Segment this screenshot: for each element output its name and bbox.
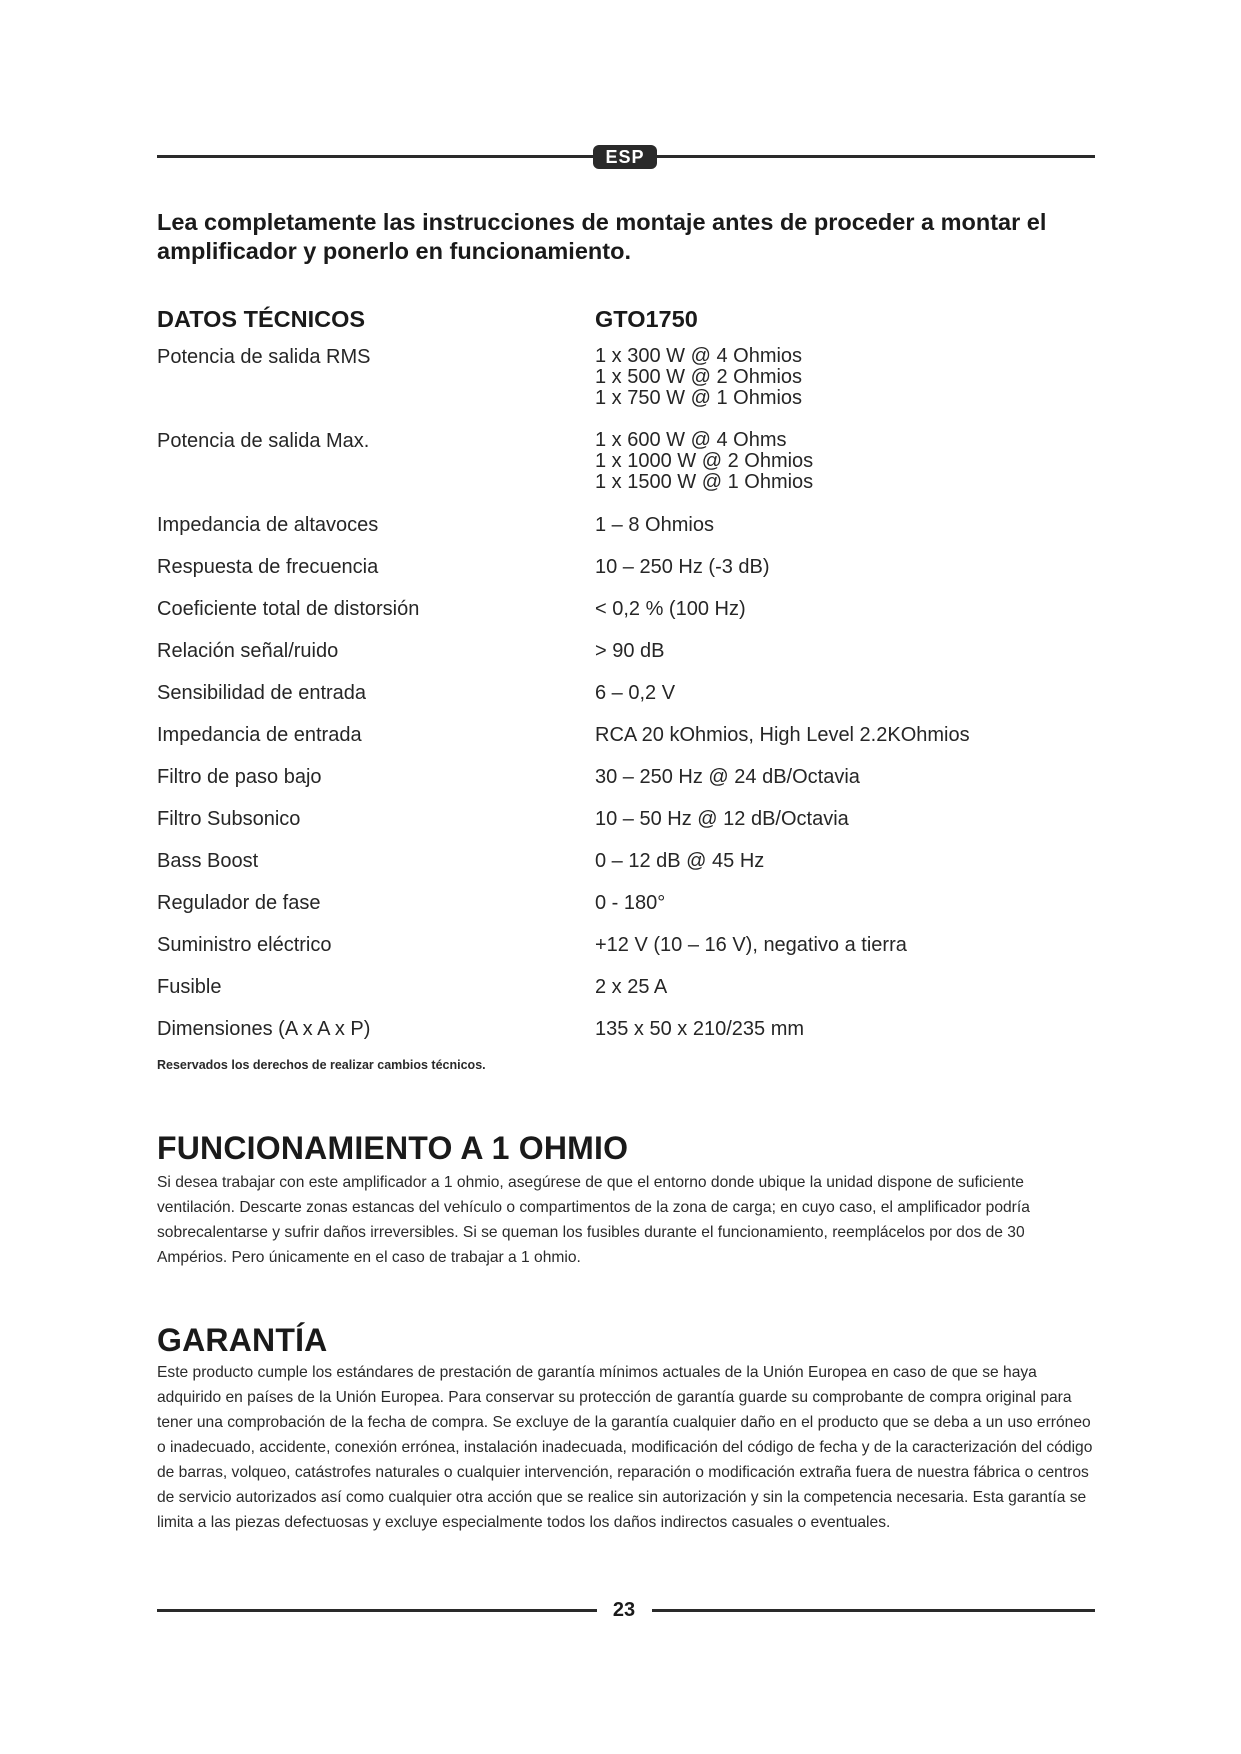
spec-row-speaker-impedance [157,514,1097,556]
spec-value: RCA 20 kOhmios, High Level 2.2KOhmios [595,724,970,746]
intro-instructions: Lea completamente las instrucciones de montaje antes de proceder a montar el amplificador y ponerlo en funcionamiento. [157,209,1047,264]
spec-value: 1 x 300 W @ 4 Ohmios [595,345,803,367]
spec-label: Dimensiones (A x A x P) [157,1018,371,1040]
spec-label: Respuesta de frecuencia [157,556,379,578]
spec-label: Filtro Subsonico [157,808,301,830]
spec-value: 2 x 25 A [595,976,668,998]
spec-value: 1 x 1500 W @ 1 Ohmios [595,471,814,493]
spec-values [595,514,714,536]
spec-row-bass-boost [157,850,1097,892]
spec-label: Suministro eléctrico [157,934,332,956]
spec-row-subsonic [157,808,1097,850]
spec-value: 10 – 250 Hz (-3 dB) [595,556,770,578]
footer-rule-left [157,1609,597,1612]
spec-value: < 0,2 % (100 Hz) [595,598,746,620]
language-badge: ESP [593,145,657,169]
one-ohm-section-title: FUNCIONAMIENTO A 1 OHMIO [157,1130,629,1166]
spec-row-dimensions [157,1018,1097,1060]
model-heading: GTO1750 [595,306,698,332]
spec-row-input-sensitivity [157,682,1097,724]
spec-row-power-supply [157,934,1097,976]
spec-row-low-pass [157,766,1097,808]
spec-values [595,346,802,409]
spec-label: Bass Boost [157,850,259,872]
warranty-section-title: GARANTÍA [157,1322,328,1358]
spec-label: Coeficiente total de distorsión [157,598,420,620]
spec-values [595,808,849,830]
spec-value: +12 V (10 – 16 V), negativo a tierra [595,934,907,956]
spec-values [595,430,813,493]
spec-values [595,892,665,914]
spec-value: 1 – 8 Ohmios [595,514,714,536]
spec-value: 1 x 750 W @ 1 Ohmios [595,387,803,409]
spec-value: 1 x 1000 W @ 2 Ohmios [595,450,814,472]
warranty-section-body: Este producto cumple los estándares de prestación de garantía mínimos actuales de la Unión Europea en caso de que se haya adquirido en países de la Unión Europea. Para conservar su protección de garantía guarde su comprobante de compra original para tener una comprobación de la fecha de compra. Se excluye de la garantía cualquier daño en el producto que se deba a un uso erróneo o inadecuado, accidente, conexión errónea, instalación inadecuada, modificación del código de fecha y de la caracterización del código de barras, volqueo, catástrofes naturales o cualquier intervención, reparación o modificación extraña fuera de nuestra fábrica o centros de servicio autorizados así como cualquier otra acción que se realice sin autorización y sin la competencia necesaria. Esta garantía se limita a las piezas defectuosas y excluye especialmente todos los daños indirectos casuales o eventuales. [157,1364,1093,1531]
specs-heading: DATOS TÉCNICOS [157,306,366,332]
spec-value: 0 - 180° [595,892,666,914]
spec-label: Filtro de paso bajo [157,766,322,788]
spec-label: Potencia de salida RMS [157,346,371,368]
spec-label: Fusible [157,976,222,998]
technical-changes-note: Reservados los derechos de realizar cambios técnicos. [157,1058,486,1072]
spec-row-signal-noise [157,640,1097,682]
page-number: 23 [612,1599,636,1621]
spec-label: Impedancia de altavoces [157,514,379,536]
spec-value: 1 x 500 W @ 2 Ohmios [595,366,803,388]
spec-row-rms-power [157,346,1097,430]
spec-values [595,598,746,620]
spec-values [595,724,970,746]
spec-label: Sensibilidad de entrada [157,682,367,704]
spec-table [157,346,1097,1060]
spec-values [595,934,907,956]
spec-value: 1 x 600 W @ 4 Ohms [595,429,787,451]
spec-value: 30 – 250 Hz @ 24 dB/Octavia [595,766,860,788]
spec-label: Regulador de fase [157,892,321,914]
spec-value: 10 – 50 Hz @ 12 dB/Octavia [595,808,849,830]
spec-row-distortion [157,598,1097,640]
spec-values [595,850,764,872]
spec-values [595,640,665,662]
one-ohm-section-body: Si desea trabajar con este amplificador a 1 ohmio, asegúrese de que el entorno donde ubique la unidad dispone de suficiente ventilación. Descarte zonas estancas del vehículo o compartimentos de la zona de carga; en cuyo caso, el amplificador podría sobrecalentarse y sufrir daños irreversibles. Si se queman los fusibles durante el funcionamiento, reemplácelos por dos de 30 Ampérios. Pero únicamente en el caso de trabajar a 1 ohmio. [157,1174,1030,1266]
spec-value: > 90 dB [595,640,665,662]
spec-value: 0 – 12 dB @ 45 Hz [595,850,765,872]
spec-row-input-impedance [157,724,1097,766]
spec-value: 6 – 0,2 V [595,682,676,704]
spec-row-frequency-response [157,556,1097,598]
spec-values [595,1018,804,1040]
spec-label: Impedancia de entrada [157,724,362,746]
spec-values [595,556,770,578]
spec-row-fuse [157,976,1097,1018]
spec-values [595,766,860,788]
spec-label: Potencia de salida Max. [157,430,370,452]
spec-row-phase [157,892,1097,934]
spec-values [595,976,667,998]
spec-values [595,682,675,704]
spec-label: Relación señal/ruido [157,640,339,662]
footer-rule-right [652,1609,1095,1612]
spec-value: 135 x 50 x 210/235 mm [595,1018,805,1040]
spec-row-max-power [157,430,1097,514]
